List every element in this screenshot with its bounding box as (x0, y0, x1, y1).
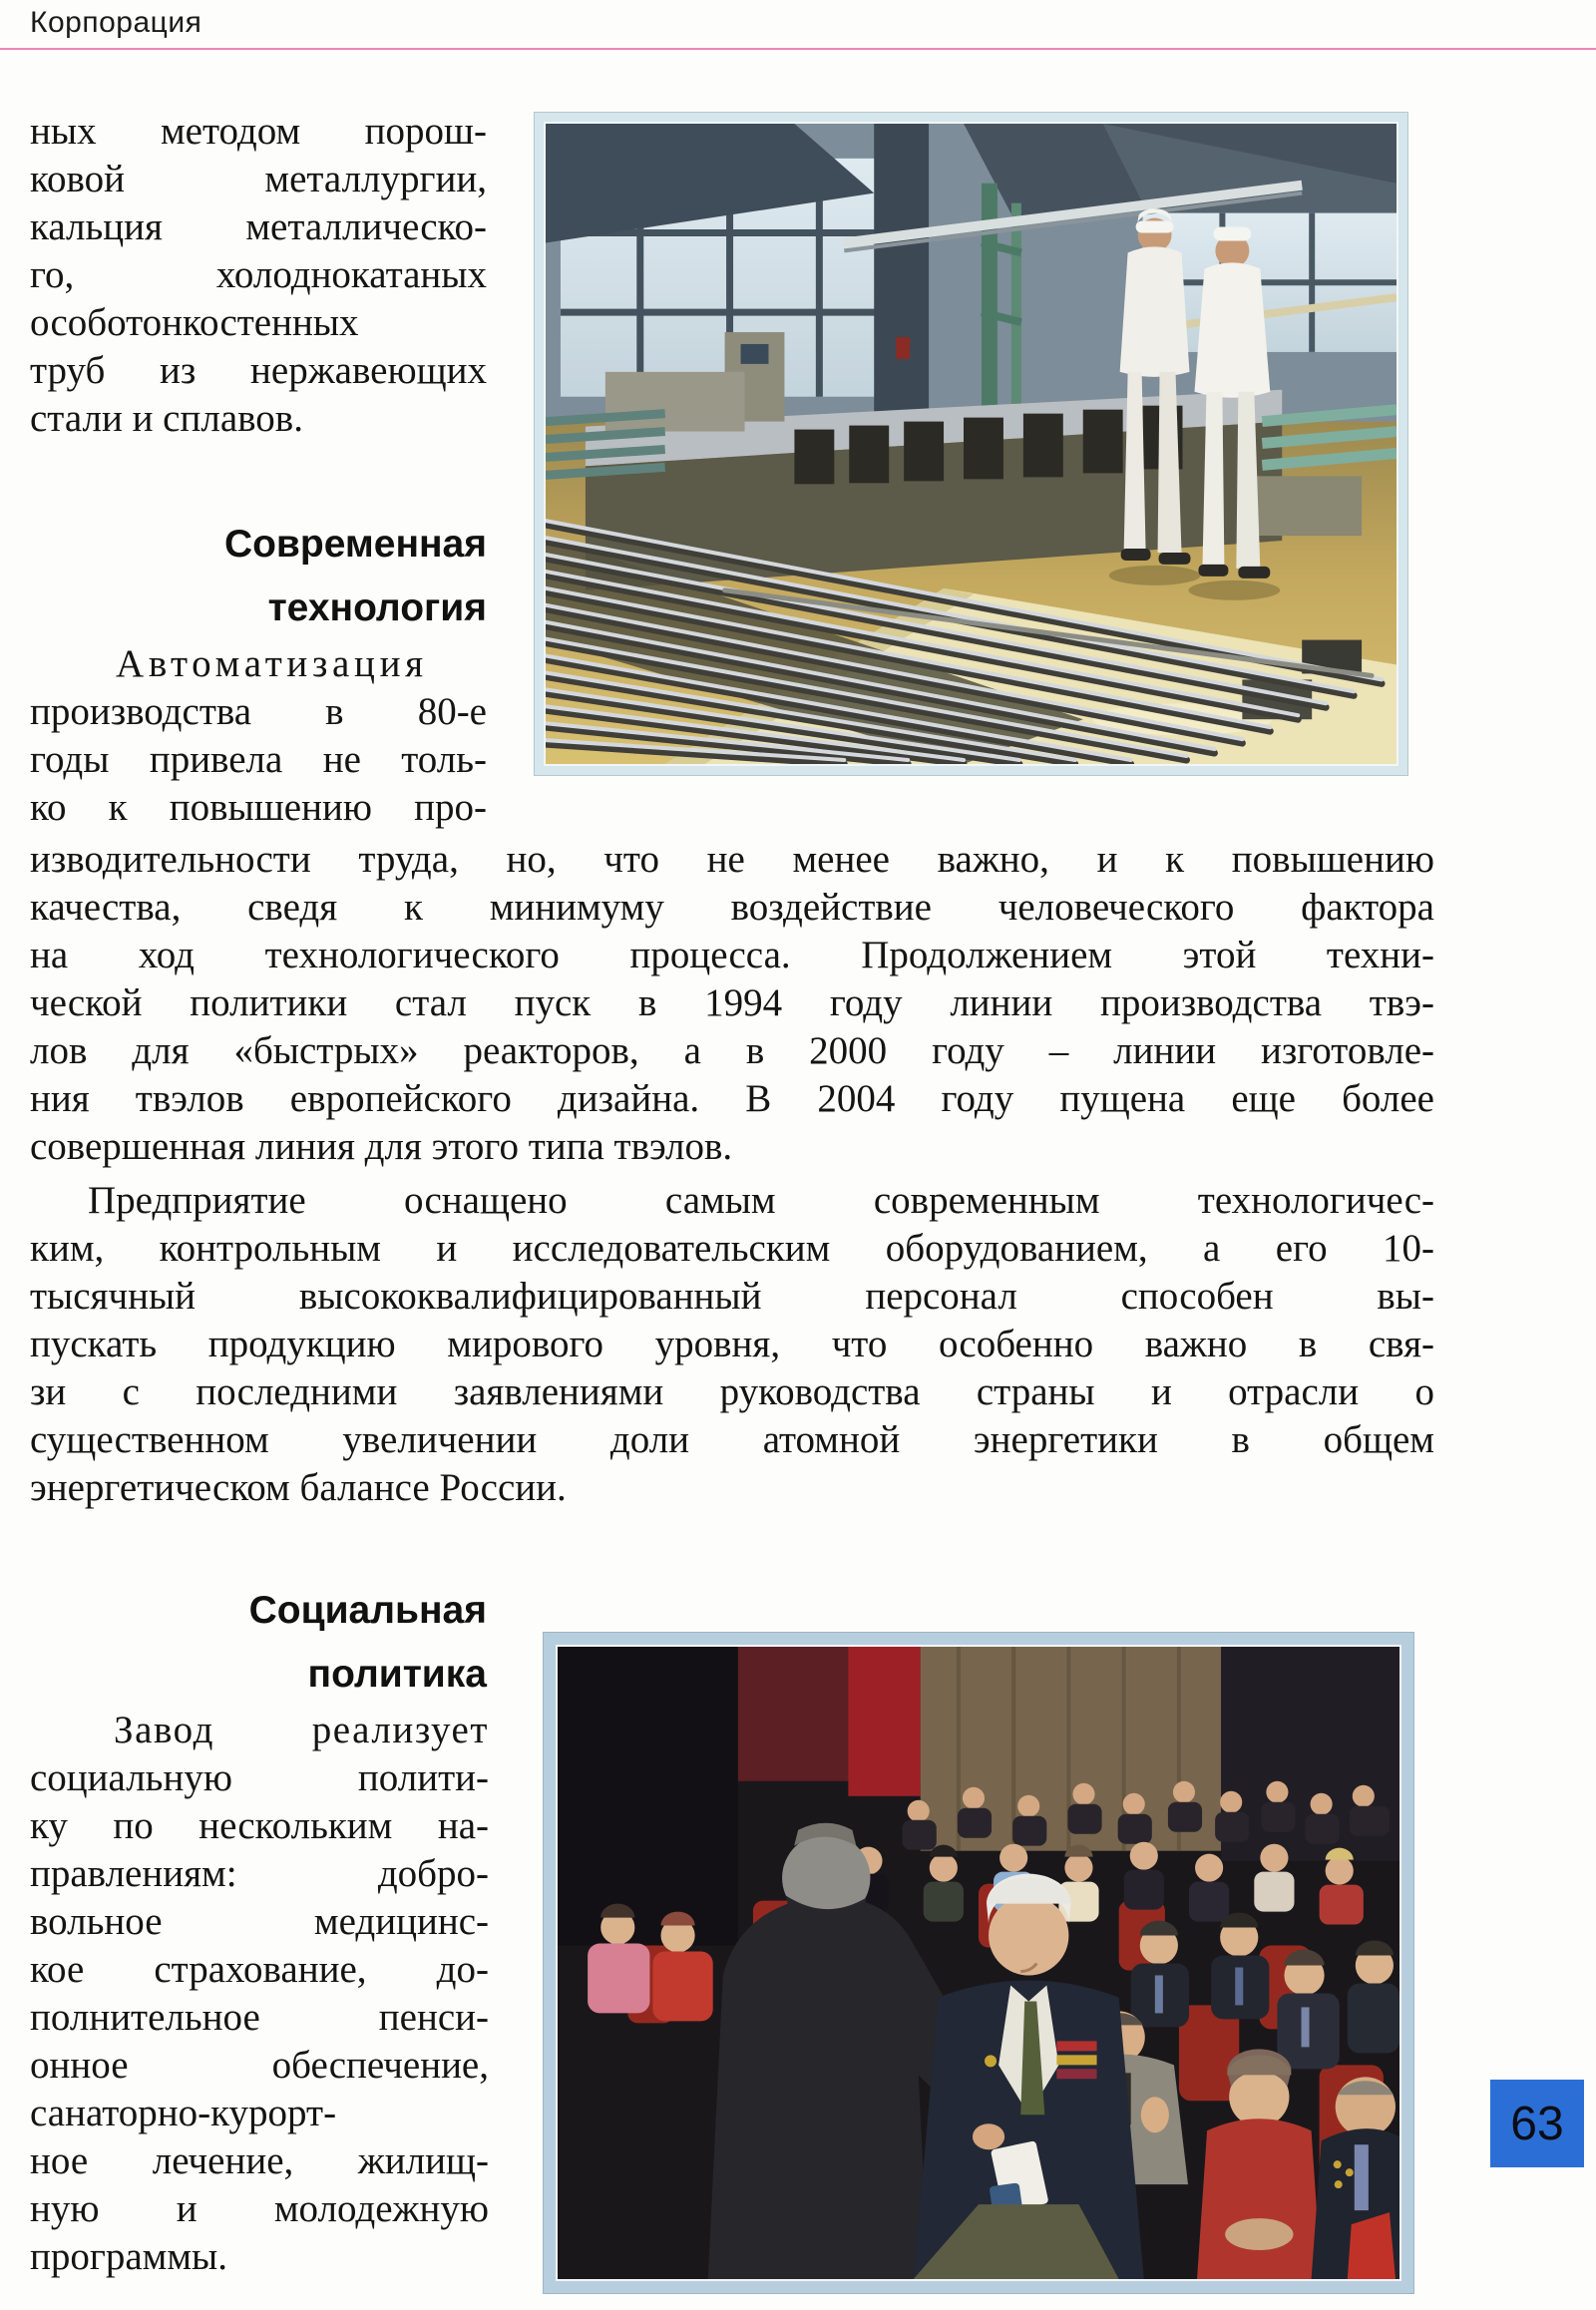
text-line: политика (307, 1653, 487, 1696)
text-line: качества, сведя к минимуму воздействие человеческого фактора (30, 886, 1434, 929)
factory-photo-image (544, 122, 1398, 766)
text-line: ния твэлов европейского дизайна. В 2004 году пущена еще более (30, 1077, 1434, 1120)
text-line: лов для «быстрых» реакторов, а в 2000 году – линии изготовле- (30, 1029, 1434, 1072)
text-line: Завод реализует (114, 1709, 489, 1751)
text-line: правлениям: добро- (30, 1852, 489, 1895)
text-line: Современная (223, 523, 487, 566)
award-ceremony-photo (543, 1632, 1414, 2294)
text-line: технология (267, 586, 487, 629)
text-line: стали и сплавов. (30, 397, 303, 440)
text-line: полнительное пенси- (30, 1996, 489, 2039)
text-line: годы привела не толь- (30, 738, 487, 781)
text-line: санаторно-курорт- (30, 2092, 337, 2134)
text-line: Автоматизация (116, 642, 428, 685)
text-line: существенном увеличении доли атомной энергетики в общем (30, 1418, 1434, 1461)
section-heading-social-policy (30, 1579, 487, 1707)
page-number-badge (1490, 2080, 1584, 2167)
text-line: особотонкостенных (30, 301, 359, 344)
running-head: Корпорация (30, 6, 202, 39)
text-line: Социальная (248, 1589, 487, 1632)
text-line: ную и молодежную (30, 2187, 489, 2230)
text-line: совершенная линия для этого типа твэлов. (30, 1125, 733, 1168)
text-line: ное лечение, жилищ- (30, 2139, 489, 2182)
page-number: 63 (1510, 2097, 1564, 2150)
text-line: социальную полити- (30, 1756, 489, 1799)
enterprise-paragraph (30, 1177, 1434, 1512)
text-line: онное обеспечение, (30, 2044, 489, 2087)
text-line: труб из нержавеющих (30, 349, 487, 392)
award-ceremony-image (556, 1645, 1401, 2281)
section-heading-technology (30, 513, 487, 640)
social-policy-paragraph (30, 1707, 489, 2281)
text-line: пускать продукцию мирового уровня, что особенно важно в свя- (30, 1323, 1434, 1365)
text-line: ко к повышению про- (30, 786, 487, 829)
factory-scene (546, 124, 1396, 764)
text-line: ных методом порош- (30, 110, 487, 153)
text-line: на ход технологического процесса. Продолжением этой техни- (30, 934, 1434, 976)
text-line: производства в 80-е (30, 690, 487, 733)
text-line: ческой политики стал пуск в 1994 году линии производства твэ- (30, 981, 1434, 1024)
text-line: Предприятие оснащено самым современным технологичес- (88, 1179, 1434, 1222)
intro-paragraph (30, 108, 487, 443)
header-rule (0, 48, 1596, 50)
text-line: ким, контрольным и исследовательским оборудованием, а его 10- (30, 1227, 1434, 1270)
technology-paragraph-column (30, 640, 487, 832)
text-line: кое страхование, до- (30, 1948, 489, 1991)
technology-paragraph-full (30, 836, 1434, 1171)
text-line: программы. (30, 2235, 227, 2278)
text-line: ковой металлургии, (30, 158, 487, 200)
text-line: тысячный высококвалифицированный персонал способен вы- (30, 1275, 1434, 1318)
text-line: кальция металлическо- (30, 205, 487, 248)
text-line: энергетическом балансе России. (30, 1466, 567, 1509)
auditorium-scene (558, 1647, 1399, 2279)
text-line: зи с последними заявлениями руководства страны и отрасли о (30, 1370, 1434, 1413)
text-line: вольное медицинс- (30, 1900, 489, 1943)
factory-photo (534, 112, 1408, 776)
text-line: изводительности труда, но, что не менее важно, и к повышению (30, 838, 1434, 881)
text-line: ку по нескольким на- (30, 1804, 489, 1847)
text-line: го, холоднокатаных (30, 253, 487, 296)
